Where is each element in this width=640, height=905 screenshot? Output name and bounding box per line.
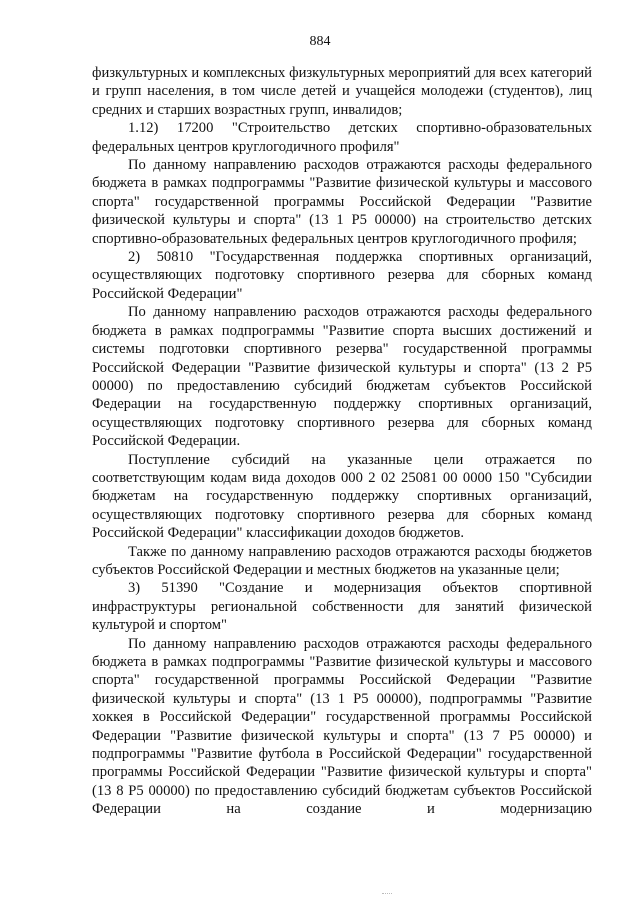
- paragraph-item-1-12-description: По данному направлению расходов отражаются расходы федерального бюджета в рамках подпрограммы "Развитие физической культуры и массового спорта" государственной программы Российской Федерации "Развитие физической культуры и спорта" (13 1 Р5 00000) на строительство детских спортивно-образовательных федеральных центров круглогодичного профиля;: [92, 157, 592, 247]
- paragraph-item-3-description: По данному направлению расходов отражаются расходы федерального бюджета в рамках подпрограммы "Развитие физической культуры и массового спорта" государственной программы Российской Федерации "Развитие физической культуры и спорта" (13 1 Р5 00000), подпрограммы "Развитие хоккея в Российской Федерации" государственной программы Российской Федерации "Развитие физической культуры и спорта" (13 7 Р5 00000) и подпрограммы "Развитие футбола в Российской Федерации" государственной программы Российской Федерации "Развитие физической культуры и спорта" (13 8 Р5 00000) по предоставлению субсидий бюджетам субъектов Российской Федерации на создание и модернизацию: [92, 635, 592, 818]
- page-number: 884: [309, 34, 331, 49]
- paragraph-item-2-description: По данному направлению расходов отражаются расходы федерального бюджета в рамках подпрограммы "Развитие спорта высших достижений и системы подготовки спортивного резерва" государственной программы Российской Федерации "Развитие физической культуры и спорта" (13 2 Р5 00000) по предоставлению субсидий бюджетам субъектов Российской Федерации на государственную поддержку спортивных организаций, осуществляющих подготовку спортивного резерва для сборных команд Российской Федерации.: [92, 304, 592, 450]
- paragraph-item-1-12-heading: 1.12) 17200 "Строительство детских спортивно-образовательных федеральных центров круглогодичного профиля": [92, 120, 592, 155]
- scan-artifact: [382, 893, 392, 898]
- paragraph-item-2-income: Поступление субсидий на указанные цели отражается по соответствующим кодам вида доходов 000 2 02 25081 00 0000 150 "Субсидии бюджетам на государственную поддержку спортивных организаций, осуществляющих подготовку спортивного резерва для сборных команд Российской Федерации" классификации доходов бюджетов.: [92, 451, 592, 542]
- paragraph-item-2-heading: 2) 50810 "Государственная поддержка спортивных организаций, осуществляющих подготовку спортивного резерва для сборных команд Российской Федерации": [92, 249, 592, 302]
- paragraph-item-2-regional: Также по данному направлению расходов отражаются расходы бюджетов субъектов Российской Федерации и местных бюджетов на указанные цели;: [92, 543, 592, 578]
- document-body: [92, 64, 592, 819]
- paragraph-item-3-heading: 3) 51390 "Создание и модернизация объектов спортивной инфраструктуры региональной собственности для занятий физической культурой и спортом": [92, 580, 592, 634]
- paragraph-continuation: физкультурных и комплексных физкультурных мероприятий для всех категорий и групп населения, в том числе детей и учащейся молодежи (студентов), лиц средних и старших возрастных групп, инвалидов;: [92, 65, 592, 118]
